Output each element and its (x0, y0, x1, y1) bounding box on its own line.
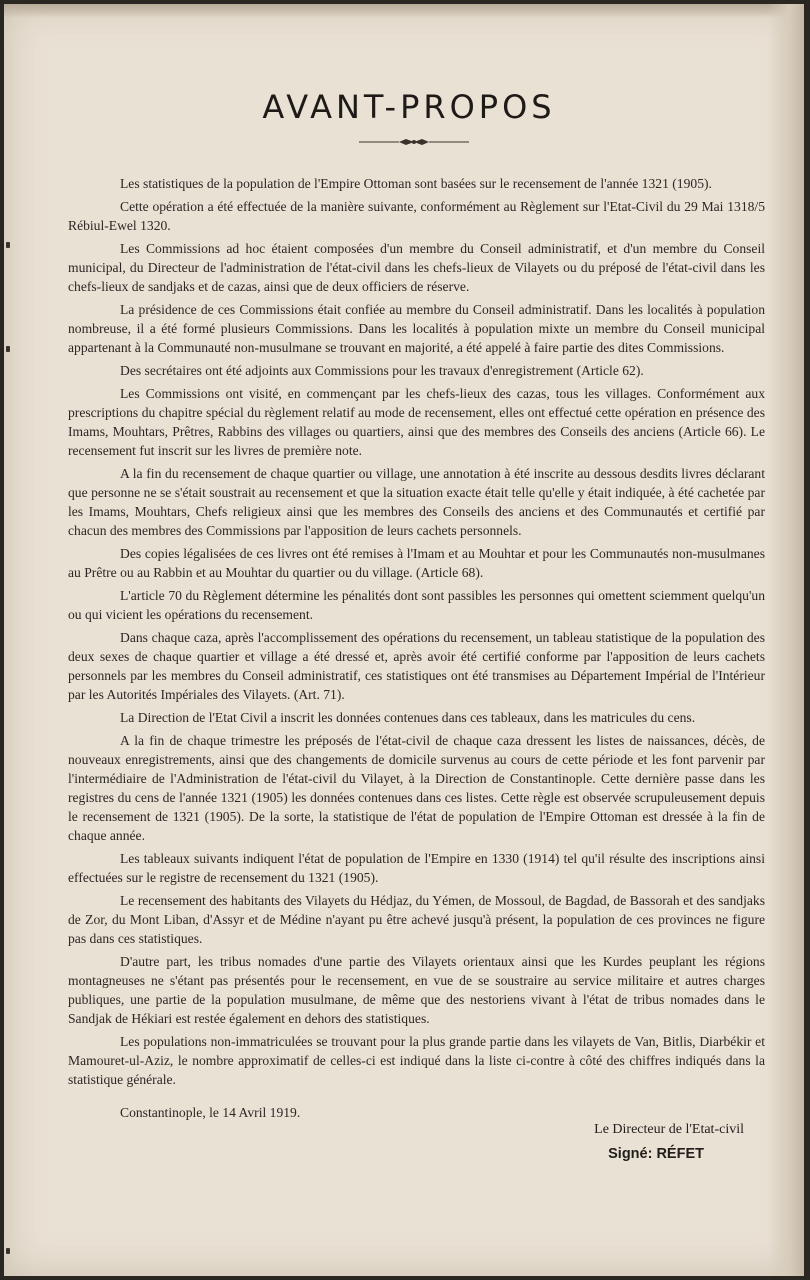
margin-mark (6, 346, 10, 352)
signature-name: Signé: RÉFET (608, 1146, 704, 1162)
paragraph: Dans chaque caza, après l'accomplissement des opérations du recensement, un tableau statistique de la population des deux sexes de chaque quartier et village a été dressé et, après avoir été certifié conforme par l'apposition de leurs cachets personnels par les membres du Conseil administratif, ces statistiques ont été transmises au Département Impérial de l'Intérieur par les Autorités Impériales des Vilayets. (Art. 71). (68, 630, 765, 702)
paragraph: Les populations non-immatriculées se trouvant pour la plus grande partie dans les vilayets de Van, Bitlis, Diarbékir et Mamouret-ul-Aziz, le nombre approximatif de celles-ci est indiqué dans la liste ci-contre à côté des chiffres indiqués dans la statistique générale. (68, 1034, 765, 1087)
body-text (68, 174, 765, 1126)
page-title: AVANT-PROPOS (262, 88, 556, 126)
signature-title: Le Directeur de l'Etat-civil (594, 1122, 744, 1137)
paragraph: Des copies légalisées de ces livres ont été remises à l'Imam et au Mouhtar et pour les Communautés non-musulmanes au Prêtre ou au Rabbin et au Mouhtar du quartier ou du village. (Article 68). (68, 546, 765, 580)
paragraph: Les Commissions ad hoc étaient composées d'un membre du Conseil administratif, et d'un membre du Conseil municipal, du Directeur de l'administration de l'état-civil dans les chefs-lieux de Vilayets ou du préposé de l'état-civil dans les chefs-lieux de sandjaks et de cazas, ainsi que de deux officiers de réserve. (68, 241, 765, 294)
title-ornament-divider (359, 136, 469, 148)
place-date: Constantinople, le 14 Avril 1919. (120, 1105, 301, 1120)
margin-mark (6, 1248, 10, 1254)
paragraph: La Direction de l'Etat Civil a inscrit les données contenues dans ces tableaux, dans les matricules du cens. (120, 710, 696, 725)
paragraph: L'article 70 du Règlement détermine les pénalités dont sont passibles les personnes qui omettent sciemment quelqu'un ou qui vicient les opérations du recensement. (68, 588, 765, 622)
paragraph: A la fin du recensement de chaque quartier ou village, une annotation à été inscrite au dessous desdits livres déclarant que personne ne se s'était soustrait au recensement et que la situation exacte était telle qu'elle y était indiquée, à été cachetée par les Imams, Mouhtars, Chefs religieux ainsi que les membres des Conseils des anciens et des Communautés et certifié par chacun des membres des Commissions par l'apposition de leurs cachets personnels. (68, 466, 765, 538)
margin-mark (6, 242, 10, 248)
paragraph: Les statistiques de la population de l'Empire Ottoman sont basées sur le recensement de l'année 1321 (1905). (120, 176, 712, 191)
document-page (4, 4, 804, 1276)
paragraph: Les Commissions ont visité, en commençant par les chefs-lieux des cazas, tous les villages. Conformément aux prescriptions du chapitre spécial du règlement relatif au mode de recensement, elles ont effectué cette opération en présence des Imams, Mouhtars, Prêtres, Rabbins des villages ou quartiers, ainsi que des membres des Conseils des anciens (Article 66). Le recensement fut inscrit sur les livres de première note. (68, 386, 765, 458)
paragraph: Le recensement des habitants des Vilayets du Hédjaz, du Yémen, de Mossoul, de Bagdad, de Bassorah et des sandjaks de Zor, du Mont Liban, d'Assyr et de Médine n'ayant pu être achevé jusqu'à présent, la population de ces provinces ne figure pas dans ces statistiques. (68, 893, 765, 946)
paragraph: A la fin de chaque trimestre les préposés de l'état-civil de chaque caza dressent les listes de naissances, décès, de nouveaux enregistrements, ainsi que des changements de domicile survenus au cours de cette période et les font parvenir par l'intermédiaire de l'Administration de l'état-civil du Vilayet, à la Direction de Constantinople. Cette dernière passe dans les registres du cens de l'année 1321 (1905) les données contenues dans ces listes. Cette règle est observée scrupuleusement depuis le recensement de 1321 (1905). De la sorte, la statistique de l'état de population de l'Empire Ottoman est dressée à la fin de chaque année. (68, 733, 765, 843)
paragraph: La présidence de ces Commissions était confiée au membre du Conseil administratif. Dans les localités à population nombreuse, il a été formé plusieurs Commissions. Dans les localités à population mixte un membre du Conseil municipal appartenant à la Communauté non-musulmane se trouvant en majorité, a été appelé à faire partie des dites Commissions. (68, 302, 765, 355)
signature-block (524, 1122, 744, 1162)
paragraph: Les tableaux suivants indiquent l'état de population de l'Empire en 1330 (1914) tel qu'il résulte des inscriptions ainsi effectuées sur le registre de recensement du 1321 (1905). (68, 851, 765, 885)
page-top-shadow (4, 4, 804, 18)
page-right-edge (768, 4, 804, 1276)
paragraph: Cette opération a été effectuée de la manière suivante, conformément au Règlement sur l'Etat-Civil du 29 Mai 1318/5 Rébiul-Ewel 1320. (68, 199, 765, 233)
paragraph: Des secrétaires ont été adjoints aux Commissions pour les travaux d'enregistrement (Article 62). (120, 363, 644, 378)
paragraph: D'autre part, les tribus nomades d'une partie des Vilayets orientaux ainsi que les Kurdes peuplant les régions montagneuses ne s'étant pas présentés pour le recensement, en vue de se soustraire au service militaire et autres charges publiques, une partie de la population musulmane, de même que des nestoriens vivant à l'état de tribus nomades dans le Sandjak de Hékiari est restée également en dehors des statistiques. (68, 954, 765, 1026)
